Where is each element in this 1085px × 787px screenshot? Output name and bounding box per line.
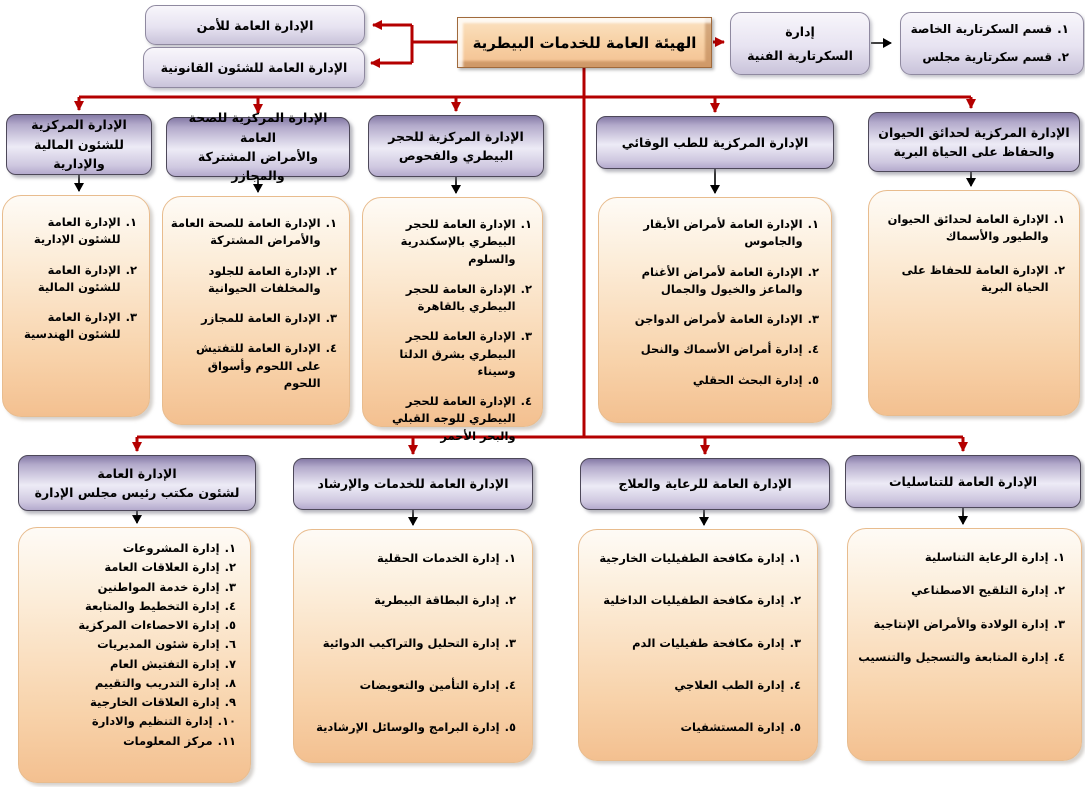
finance-admin-header — [6, 114, 152, 175]
list-item: ٣. الإدارة العامة للشئون الهندسية — [23, 310, 137, 342]
list — [7, 214, 137, 344]
preventive-medicine-units-list — [598, 197, 832, 423]
technical-secretariat-box — [730, 12, 870, 75]
list-item: ٥. إدارة البحث الحقلي — [692, 372, 819, 387]
header-line: الإدارة المركزية — [31, 117, 127, 133]
list — [875, 211, 1065, 296]
list-item: ٢. الإدارة العامة للجلود والمخلفات الحيوانية — [207, 263, 337, 295]
list-item: ٤. إدارة الطب العلاجي — [674, 677, 801, 692]
list — [23, 540, 236, 750]
legal-affairs-label: الإدارة العامة للشئون القانونية — [160, 60, 348, 75]
header-line: الإدارة المركزية للصحة العامة — [188, 110, 328, 145]
reproduction-units-list — [847, 528, 1082, 761]
list-item: ١. إدارة الخدمات الحقلية — [377, 551, 516, 565]
list-item: ٨. إدارة التدريب والتقييم — [94, 675, 236, 690]
list-item: ٤. إدارة التخطيط والمتابعة — [85, 598, 236, 613]
header-line: البيطري والفحوص — [398, 148, 514, 163]
header-line: الإدارة المركزية لحدائق الحيوان — [878, 124, 1070, 140]
preventive-medicine-header — [596, 116, 834, 169]
list-item: ٣. الإدارة العامة للمجازر — [201, 311, 337, 325]
header-line: لشئون مكتب رئيس مجلس الإدارة — [34, 485, 240, 500]
list-item: ٤. الإدارة العامة للتفتيش على اللحوم وأسواق اللحوم — [196, 341, 337, 390]
list-item: ٣. إدارة الولادة والأمراض الإنتاجية — [873, 616, 1065, 631]
security-admin-label: الإدارة العامة للأمن — [196, 17, 314, 33]
list-item: ١١. مركز المعلومات — [123, 733, 236, 748]
header-line: للشئون المالية والإدارية — [34, 136, 124, 172]
public-health-units-list — [162, 196, 350, 425]
list-item: ٥. إدارة الاحصاءات المركزية — [78, 618, 236, 632]
list-item: ٤. الإدارة العامة للحجر البيطري للوجه القبلي والبحر الأحمر — [391, 394, 532, 443]
list — [854, 549, 1065, 666]
services-extension-units-list — [293, 529, 533, 763]
care-treatment-units-list — [578, 529, 818, 761]
care-treatment-header — [580, 458, 830, 510]
chairman-office-header — [18, 455, 256, 511]
list-item: ٢. الإدارة العامة للشئون المالية — [37, 262, 137, 294]
header-line: الإدارة العامة للرعاية والعلاج — [618, 476, 792, 492]
list-item: ٢. إدارة مكافحة الطفيليات الداخلية — [603, 593, 801, 608]
list — [603, 216, 819, 389]
header-line: الإدارة المركزية للحجر — [388, 128, 524, 144]
list-item: ٣. الإدارة العامة لأمراض الدواجن — [634, 312, 819, 326]
list-item: ١. إدارة مكافحة الطفيليات الخارجية — [599, 551, 801, 565]
list-item: ٤. إدارة التأمين والتعويضات — [359, 677, 516, 692]
list-item: ٣. إدارة خدمة المواطنين — [97, 579, 236, 594]
public-health-header — [166, 110, 350, 184]
list — [169, 215, 337, 392]
list-item: ٥. إدارة البرامج والوسائل الإرشادية — [316, 720, 516, 734]
list-item: ١. الإدارة العامة للصحة العامة والأمراض المشتركة — [170, 216, 337, 248]
quarantine-header — [368, 115, 544, 177]
list-item: ١. الإدارة العامة لحدائق الحيوان والطيور والأسماك — [887, 212, 1065, 244]
list-item: ٢. إدارة التلقيح الاصطناعي — [911, 583, 1065, 598]
root-title-box — [457, 17, 712, 68]
list-item: ١. إدارة الرعاية التناسلية — [924, 550, 1065, 564]
list — [300, 550, 516, 736]
finance-units-list — [2, 195, 150, 417]
list-item: ٧. إدارة التفتيش العام — [110, 656, 236, 671]
list-item: ٤. إدارة المتابعة والتسجيل والتنسيب — [858, 649, 1065, 664]
chairman-office-units-list — [18, 527, 251, 783]
list-item: ٦. إدارة شئون المديريات — [97, 637, 236, 652]
technical-secretariat-line2: السكرتارية الفنية — [747, 48, 853, 63]
list — [369, 216, 532, 445]
list-item: ١. قسم السكرتارية الخاصة — [910, 21, 1069, 36]
secretariat-sections-box — [900, 12, 1084, 75]
list-item: ١. الإدارة العامة للحجر البيطري بالإسكندرية والسلوم — [400, 217, 532, 266]
list — [585, 550, 801, 736]
list-item: ٤. إدارة أمراض الأسماك والنحل — [640, 342, 819, 357]
list-item: ٣. إدارة التحليل والتراكيب الدوائية — [322, 635, 516, 650]
header-line: والحفاظ على الحياة البرية — [893, 144, 1055, 159]
header-line: الإدارة العامة للتناسليات — [888, 473, 1038, 489]
list-item: ١. الإدارة العامة لأمراض الأبقار والجاموس — [643, 217, 819, 249]
list-item: ٢. الإدارة العامة للحفاظ على الحياة البرية — [901, 262, 1065, 294]
list-item: ٢. إدارة العلاقات العامة — [104, 560, 236, 575]
services-extension-header — [293, 458, 533, 510]
list-item: ٢. الإدارة العامة للحجر البيطري بالقاهرة — [405, 281, 532, 313]
list-item: ١٠. إدارة التنظيم والادارة — [91, 714, 236, 729]
zoos-wildlife-header — [868, 112, 1080, 172]
list-item: ٣. إدارة مكافحة طفيليات الدم — [632, 635, 801, 650]
list-item: ١. إدارة المشروعات — [122, 541, 236, 555]
header-line: الإدارة العامة للخدمات والإرشاد — [317, 476, 509, 492]
security-admin-box — [145, 5, 365, 45]
list-item: ٢. الإدارة العامة لأمراض الأغنام والماعز والخيول والجمال — [641, 264, 819, 296]
list-item: ٥. إدارة المستشفيات — [680, 720, 801, 734]
header-line: والأمراض المشتركة والمجازر — [197, 149, 319, 184]
quarantine-units-list — [362, 197, 543, 443]
root-title: الهيئة العامة للخدمات البيطرية — [472, 33, 697, 52]
list-item: ١. الإدارة العامة للشئون الإدارية — [33, 215, 137, 247]
header-line: الإدارة المركزية للطب الوقائي — [621, 134, 809, 150]
technical-secretariat-line1: إدارة — [785, 24, 815, 39]
zoos-wildlife-units-list — [868, 190, 1080, 416]
list-item: ٩. إدارة العلاقات الخارجية — [90, 695, 236, 709]
list-item: ٣. الإدارة العامة للحجر البيطري بشرق الدلتا وسيناء — [399, 329, 532, 378]
legal-affairs-box — [143, 47, 365, 88]
secretariat-sections-list — [905, 20, 1069, 76]
list-item: ٢. إدارة البطاقة البيطرية — [374, 593, 516, 608]
header-line: الإدارة العامة — [97, 465, 177, 481]
list-item: ٢. قسم سكرتارية مجلس — [922, 49, 1069, 64]
reproduction-header — [845, 455, 1081, 508]
